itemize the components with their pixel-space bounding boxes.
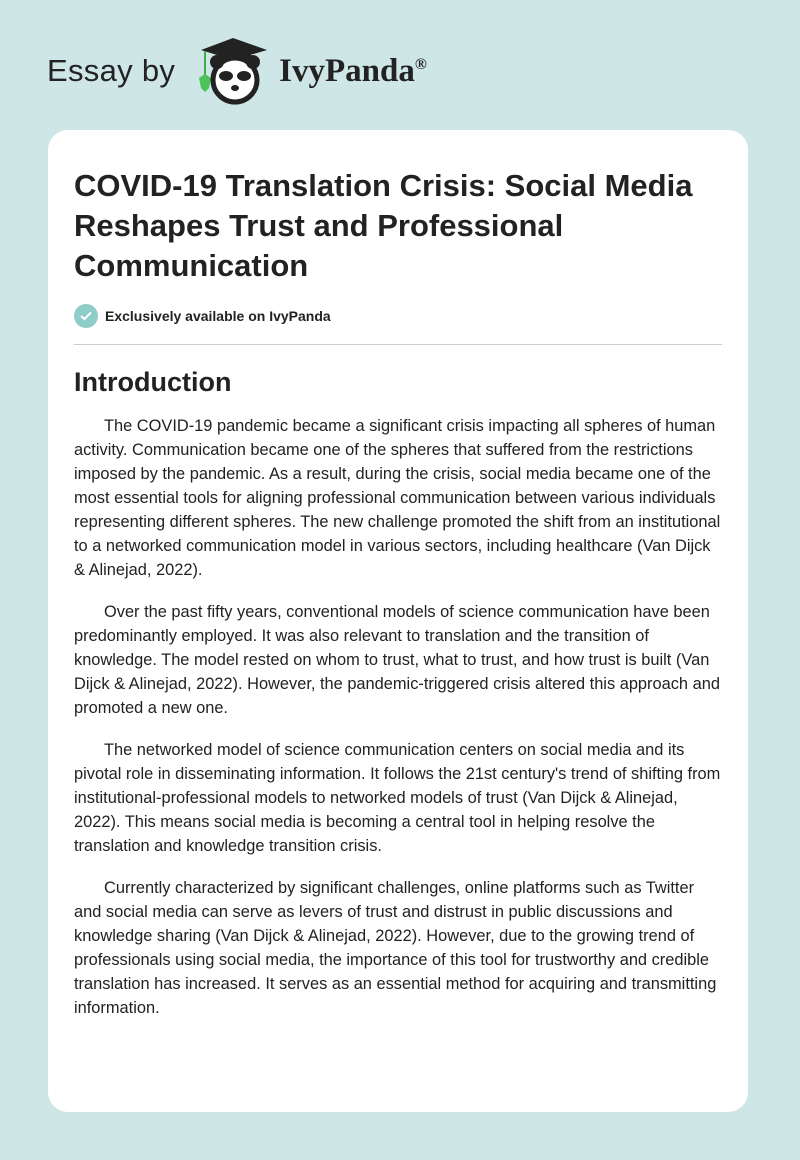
essay-title: COVID-19 Translation Crisis: Social Media Reshapes Trust and Professional Communication	[74, 168, 693, 283]
exclusive-badge	[74, 304, 722, 328]
paragraph: Currently characterized by significant challenges, online platforms such as Twitter and social media can serve as levers of trust and distrust in public discussions and knowledge sharing (Van Dijck & Alinejad, 2022). However, due to the growing trend of professionals using social media, the importance of this tool for trustworthy and credible translation has increased. It serves as an essential method for acquiring and transmitting information.	[74, 879, 717, 1017]
divider	[74, 344, 722, 345]
badge-label: Exclusively available on IvyPanda	[105, 308, 331, 324]
essay-by-label: Essay by	[47, 53, 176, 88]
paragraph: Over the past fifty years, conventional models of science communication have been predominantly employed. It was also relevant to translation and the transition of knowledge. The model rested on whom to trust, what to trust, and how trust is built (Van Dijck & Alinejad, 2022). However, the pandemic-triggered crisis altered this approach and promoted a new one.	[74, 603, 720, 717]
check-icon	[74, 304, 98, 328]
panda-logo-icon[interactable]	[191, 36, 269, 106]
site-header	[47, 36, 427, 106]
paragraph: The COVID-19 pandemic became a significant crisis impacting all spheres of human activity. Communication became one of the spheres that suffered from the restrictions imposed by the pandemic. As a result, during the crisis, social media became one of the most essential tools for aligning professional communication between various individuals representing different spheres. The new challenge promoted the shift from an institutional to a networked communication model in various sectors, including healthcare (Van Dijck & Alinejad, 2022).	[74, 417, 721, 579]
section-heading: Introduction	[74, 367, 232, 397]
brand-name[interactable]	[279, 53, 427, 90]
registered-mark: ®	[414, 55, 427, 73]
brand-text: IvyPanda	[279, 52, 415, 89]
essay-card	[48, 130, 748, 1112]
paragraph: The networked model of science communication centers on social media and its pivotal role in disseminating information. It follows the 21st century's trend of shifting from institutional-professional models to networked models of trust (Van Dijck & Alinejad, 2022). This means social media is becoming a central tool in helping resolve the translation and knowledge transition crisis.	[74, 741, 721, 855]
